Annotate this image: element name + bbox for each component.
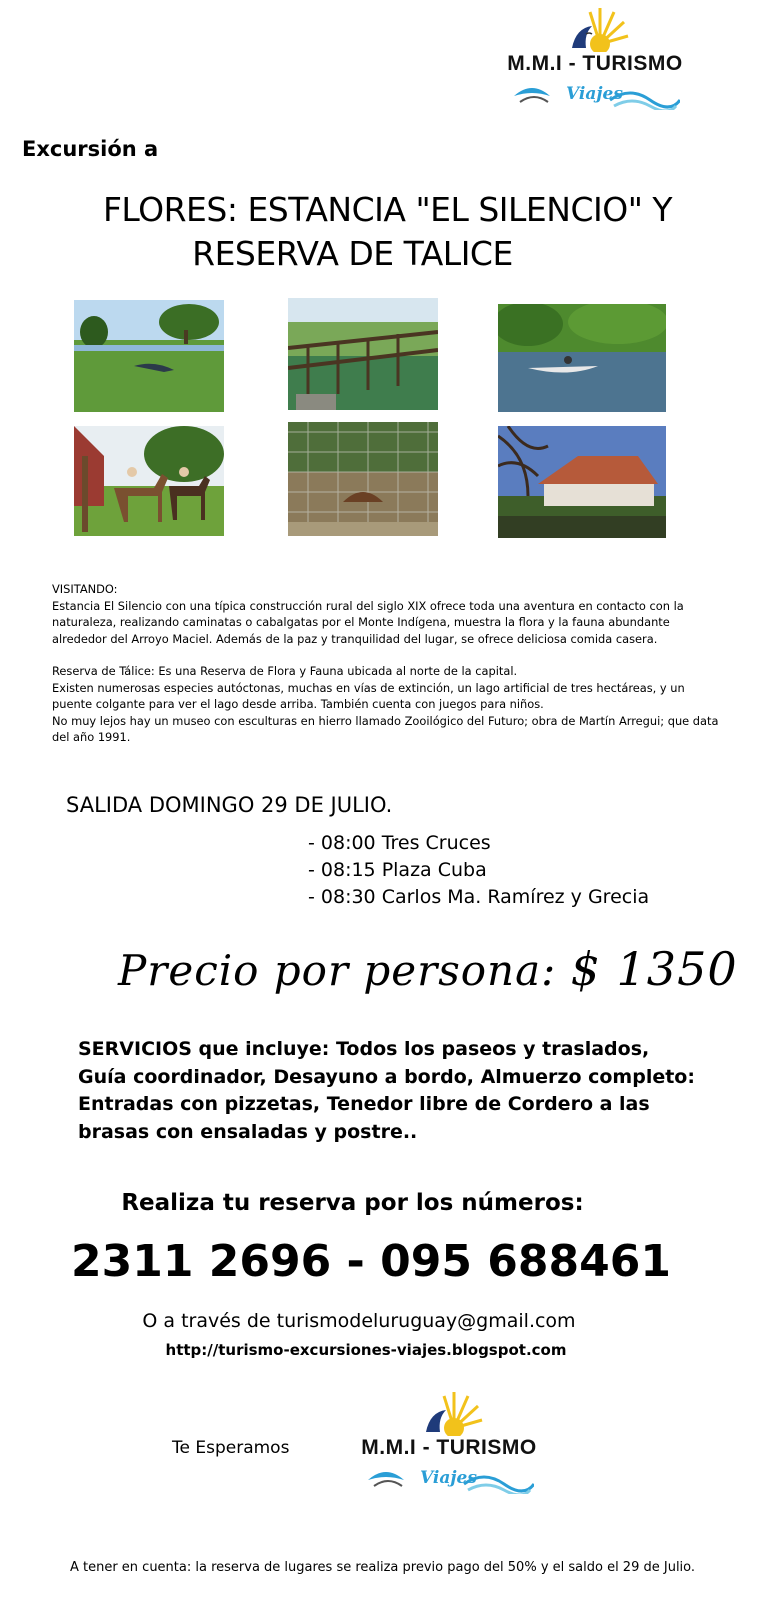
photo-bridge [288,298,438,410]
departure-stops [308,830,649,911]
description-heading: VISITANDO: [52,582,118,596]
photo-canoe [498,304,666,412]
services-text: que incluye: Todos los paseos y traslados, Guía coordinador, Desayuno a bordo, Almuerzo completo: Entradas con pizzetas, Tenedor libre de Cordero a las brasas con ensaladas y postre.. [78,1038,695,1143]
description-reserva-3: No muy lejos hay un museo con esculturas en hierro llamado Zooilógico del Futuro; obra de Martín Arregui; que data del año 1991. [52,713,719,744]
bottom-logo [344,1388,554,1498]
page-title [0,188,765,276]
stop-item: - 08:15 Plaza Cuba [308,859,487,881]
price-line [118,942,738,996]
blog-link[interactable]: http://turismo-excursiones-viajes.blogspot.com [165,1341,567,1359]
logo-subtitle: Viajes [420,1468,477,1488]
phone-numbers: 2311 2696 - 095 688461 [71,1236,671,1287]
departure-title: SALIDA DOMINGO 29 DE JULIO. [66,793,393,817]
description-estancia: Estancia El Silencio con una típica construcción rural del siglo XIX ofrece toda una aventura en contacto con la naturaleza, realizando caminatas o cabalgatas por el Monte Indígena, muestra la flora y la fauna abundante alrededor del Arroyo Maciel. Además de la paz y tranquilidad del lugar, se ofrece deliciosa comida casera. [52,598,684,646]
logo-brand: M.M.I - TURISMO [361,1436,537,1459]
top-logo [490,4,700,114]
title-line-1: FLORES: ESTANCIA "EL SILENCIO" Y [102,190,673,229]
services-lead: SERVICIOS [78,1038,192,1060]
logo-subtitle: Viajes [566,84,623,104]
description-reserva-2: Existen numerosas especies autóctonas, muchas en vías de extinción, un lago artificial de tres hectáreas, y un puente colgante para ver el lago desde arriba. También cuenta con juegos para niños. [52,680,685,711]
intro-text: Excursión a [22,137,159,161]
logo-brand: M.M.I - TURISMO [507,52,683,75]
sun-face-icon [416,1388,486,1436]
price-label: Precio por persona: [118,946,557,995]
waiting-text: Te Esperamos [172,1438,290,1458]
price-amount: $ 1350 [570,942,738,996]
description-block [52,581,722,746]
photo-cage [288,422,438,536]
stop-item: - 08:00 Tres Cruces [308,832,491,854]
description-reserva-1: Reserva de Tálice: Es una Reserva de Flora y Fauna ubicada al norte de la capital. [52,664,518,678]
services-block [78,1036,698,1146]
photo-horses [74,426,224,536]
photo-peacock [74,300,224,412]
reserve-title: Realiza tu reserva por los números: [121,1190,584,1216]
email-line: O a través de turismodeluruguay@gmail.com [142,1310,576,1332]
title-line-2: RESERVA DE TALICE [192,234,513,273]
photo-house [498,426,666,538]
sun-face-icon [562,4,632,52]
stop-item: - 08:30 Carlos Ma. Ramírez y Grecia [308,886,650,908]
footer-note: A tener en cuenta: la reserva de lugares se realiza previo pago del 50% y el saldo el 29 de Julio. [69,1560,696,1575]
